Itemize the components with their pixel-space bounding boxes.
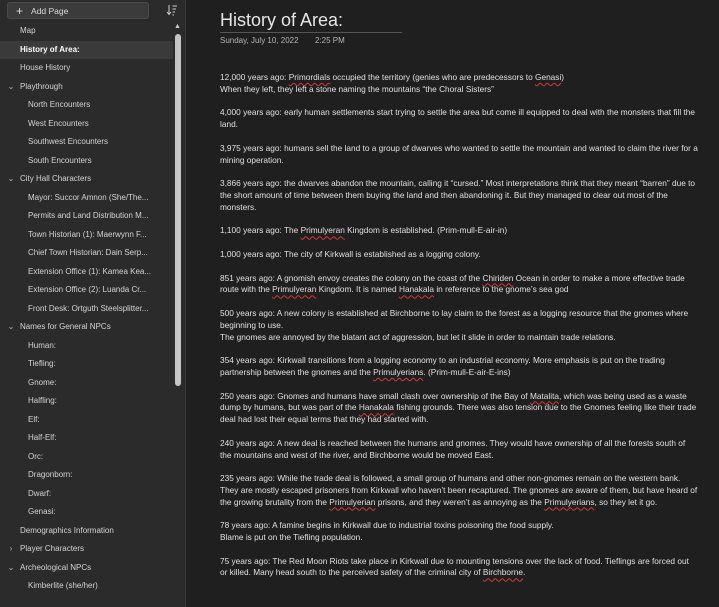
page-date: Sunday, July 10, 2022 (220, 36, 299, 45)
text-run: 12,000 years ago: (220, 72, 289, 82)
page-item-label: Orc: (28, 451, 44, 461)
spellcheck-word: Hanakala (398, 284, 435, 295)
page-item-label: Player Characters (20, 544, 85, 553)
page-item-label: Halfling: (28, 396, 57, 405)
page-item-label: Half-Elf: (28, 433, 57, 442)
text-run: . (523, 567, 526, 578)
add-page-label: Add Page (31, 5, 69, 16)
subpage-item[interactable] (0, 392, 173, 411)
subpage-item[interactable] (0, 115, 173, 134)
subpage-item[interactable] (0, 577, 173, 596)
page-item-label: Extension Office (1): Kamea Kea... (28, 266, 152, 276)
text-run: 3,975 years ago: humans sell the land to a group of dwarves who wanted to settle the mountain and wanted to claim the river for a mining operation. (220, 142, 698, 165)
subpage-item[interactable] (0, 337, 173, 356)
content-paragraph (220, 473, 698, 508)
scrollbar-thumb[interactable] (175, 34, 181, 386)
text-run: Blame is put on the Tiefling population. (220, 532, 363, 543)
page-item-label: Gnome: (28, 377, 57, 387)
page-item-label: North Encounters (28, 100, 91, 109)
spellcheck-word: Primordials (288, 72, 331, 82)
page-item-label: Front Desk: Ortguth Steelsplitter... (28, 303, 149, 313)
add-page-button[interactable] (7, 2, 149, 19)
text-run: ) (561, 72, 565, 82)
page-content[interactable] (220, 72, 698, 591)
page-item[interactable] (0, 78, 173, 97)
subpage-item[interactable] (0, 152, 173, 171)
subpage-item[interactable] (0, 485, 173, 504)
text-run: 4,000 years ago: early human settlements start trying to settle the area but come ill equipped to deal with the monsters that fill the land. (220, 107, 696, 130)
subpage-item[interactable] (0, 429, 173, 448)
page-item-label: House History (20, 63, 71, 72)
subpage-item[interactable] (0, 133, 173, 152)
page-item-label: West Encounters (28, 118, 89, 128)
page-item-label: Mayor: Succor Amnon (She/The... (28, 192, 149, 202)
subpage-item[interactable] (0, 300, 173, 319)
chevron-down-icon[interactable]: ⌄ (7, 322, 15, 331)
page-item[interactable] (0, 59, 173, 78)
text-run: 1,100 years ago: The (220, 225, 301, 236)
page-title[interactable]: History of Area: (220, 10, 344, 30)
content-paragraph (220, 72, 698, 96)
sort-icon[interactable] (166, 4, 178, 16)
page-time: 2:25 PM (315, 36, 345, 45)
spellcheck-word: Primulyeran (272, 284, 317, 295)
content-paragraph (220, 355, 698, 379)
page-item-label: Tiefling: (28, 359, 56, 368)
subpage-item[interactable] (0, 355, 173, 374)
text-run: 235 years ago: While the trade deal is followed, a small group of humans and other non-gnomes remain on the western bank. They are mostly escaped prisoners from Kirkwall who haven’t been recaptured. The gnomes are aware of them, but have heard of the growing brutality from the (220, 473, 698, 507)
text-run: 78 years ago: A famine begins in Kirkwall due to industrial toxins poisoning the food supply. (220, 520, 554, 531)
content-paragraph (220, 391, 698, 426)
subpage-item[interactable] (0, 281, 173, 300)
spellcheck-word: Birchborne (482, 567, 523, 578)
content-paragraph (220, 249, 698, 261)
spellcheck-word: Primulyerians (373, 366, 424, 377)
text-run: prisons, and they weren’t as annoying as the (375, 496, 545, 507)
text-run: 3,866 years ago: the dwarves abandon the mountain, calling it “cursed.” Most interpretations think that they meant “barren” due to the short amount of time between them buying the land and then abandoning it. But they managed to clear out most of the monsters. (220, 178, 696, 212)
page-item-label: Human: (28, 340, 57, 350)
text-run: . (Prim-mull-E-air-E-ins) (423, 366, 511, 377)
text-run: 1,000 years ago: The city of Kirkwall is established as a logging colony. (220, 248, 481, 259)
page-item-label: Map (20, 26, 36, 35)
content-paragraph (220, 143, 698, 167)
page-item-label: Genasi: (28, 507, 56, 516)
spellcheck-word: Chiriden (482, 272, 514, 283)
text-run: in reference to the gnome’s sea god (434, 284, 569, 295)
page-item-label: History of Area: (20, 44, 80, 54)
subpage-item[interactable] (0, 448, 173, 467)
page-item-label: Permits and Land Distribution M... (28, 211, 149, 220)
page-item-label: Southwest Encounters (28, 137, 109, 146)
plus-icon: + (16, 3, 24, 18)
page-item-label: Demographics Information (20, 525, 114, 535)
subpage-item[interactable] (0, 189, 173, 208)
page-item[interactable] (0, 522, 173, 541)
spellcheck-word: Primulyerians (544, 496, 595, 507)
spellcheck-word: Genasi (535, 72, 562, 82)
page-item-label: Archeological NPCs (20, 562, 92, 572)
chevron-down-icon[interactable]: ⌄ (7, 562, 15, 572)
text-run: 250 years ago: Gnomes and humans have small clash over ownership of the Bay of (220, 390, 530, 401)
spellcheck-word: Primulyeran (300, 225, 345, 236)
page-item-label: Extension Office (2): Luanda Cr... (28, 285, 147, 294)
subpage-item[interactable] (0, 263, 173, 282)
page-item[interactable] (0, 170, 173, 189)
text-run: 851 years ago: A gnomish envoy creates the colony on the coast of the (220, 272, 483, 283)
page-item-label: Names for General NPCs (20, 322, 111, 331)
chevron-right-icon[interactable]: › (9, 544, 13, 553)
page-item[interactable] (0, 41, 173, 60)
sidebar-scrollbar[interactable] (173, 22, 183, 607)
subpage-item[interactable] (0, 503, 173, 522)
page-item-label: Town Historian (1): Maerwynn F... (28, 229, 147, 239)
spellcheck-word: Hanakala (358, 402, 394, 413)
content-paragraph (220, 556, 698, 580)
subpage-item[interactable] (0, 374, 173, 393)
page-item-label: Dragonborn: (28, 470, 73, 479)
text-run: Ocean in order to make a more effective trade route with the (220, 272, 685, 295)
chevron-down-icon[interactable]: ⌄ (7, 174, 15, 183)
text-run: , which was being used as a waste dump by humans, but was part of the (220, 390, 687, 413)
page-item-label: Elf: (28, 414, 40, 424)
scroll-up-icon[interactable]: ▲ (174, 23, 181, 30)
subpage-item[interactable] (0, 411, 173, 430)
page-list (0, 22, 173, 596)
subpage-item[interactable] (0, 466, 173, 485)
spellcheck-word: Primulyerian (329, 496, 376, 507)
page-item-label: Chief Town Historian: Dain Serp... (28, 248, 148, 257)
page-item-label: City Hall Characters (20, 174, 92, 183)
page-sidebar (0, 0, 186, 607)
text-run: , so they let it go. (594, 496, 658, 507)
subpage-item[interactable] (0, 96, 173, 115)
text-run: Kingdom. It is named (316, 284, 399, 295)
content-paragraph (220, 178, 698, 213)
text-run: 240 years ago: A new deal is reached between the humans and gnomes. They would have ownership of all the forests south of the mountains and west of the river, and Birchborne would be moved East. (220, 437, 686, 460)
subpage-item[interactable] (0, 244, 173, 263)
content-paragraph (220, 273, 698, 297)
page-item[interactable] (0, 318, 173, 337)
text-run: occupied the territory (genies who are predecessors to (330, 72, 535, 82)
text-run: 500 years ago: A new colony is established at Birchborne to lay claim to the forest as a logging resource that the gnomes where beginning to use. (220, 307, 689, 330)
chevron-down-icon[interactable]: ⌄ (7, 81, 15, 91)
text-run: fishing grounds. There was also tension due to the Gnomes feeling like their trade deal had lost their equal terms that they had started with. (220, 402, 697, 425)
page-item[interactable] (0, 22, 173, 41)
page-item-label: Playthrough (20, 81, 63, 91)
spellcheck-word: Matalita (529, 390, 559, 401)
subpage-item[interactable] (0, 226, 173, 245)
page-item-label: South Encounters (28, 155, 92, 165)
title-divider (220, 32, 402, 33)
text-run: When they left, they left a stone naming the mountains “the Choral Sisters” (220, 83, 494, 94)
content-paragraph (220, 520, 698, 544)
text-run: 75 years ago: The Red Moon Riots take place in Kirkwall due to mounting tensions over the lack of food. Tieflings are forced out or killed. Many head south to the perceived safety of the criminal city of (220, 555, 689, 578)
content-paragraph (220, 308, 698, 343)
page-item-label: Kimberlite (she/her) (28, 581, 98, 590)
subpage-item[interactable] (0, 207, 173, 226)
text-run: The gnomes are annoyed by the blatant act of aggression, but let it slide in order to maintain trade relations. (220, 331, 616, 342)
page-item-label: Dwarf: (28, 488, 52, 498)
text-run: 354 years ago: Kirkwall transitions from a logging economy to an industrial economy. More emphasis is put on the trading partnership between the gnomes and the (220, 355, 665, 377)
page-item[interactable] (0, 540, 173, 559)
content-paragraph (220, 225, 698, 237)
text-run: Kingdom is established. (Prim-mull-E-air-in) (344, 225, 508, 236)
note-page (186, 0, 719, 607)
content-paragraph (220, 107, 698, 131)
content-paragraph (220, 438, 698, 462)
page-item[interactable] (0, 559, 173, 578)
